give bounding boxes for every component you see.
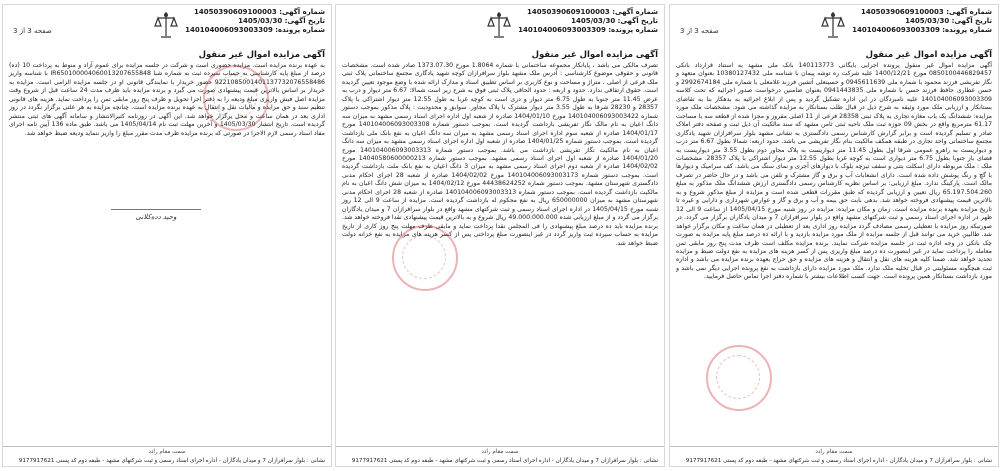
notice-footer	[670, 446, 998, 466]
notice-number: شماره آگهی: 14050390609100003	[193, 8, 325, 16]
notice-paragraph: مبلغ ارزیابی: بر اساس نظریه کارشناس رسمی دادگستری ارزش ششدانگ ملک مذکور به مبلغ 65.197.504.260 ریال تعیین و ارزیابی گردیده که طبق مقررات قطعی شده است و مزایده از مبلغ مذکور شروع و به بالاترین قیمت پیشنهادی فروخته خواهد شد. بدهی بابت حق بیمه و آب و برق و گاز و عوارض شهرداری و دارایی و غیره تا تاریخ مزایده بعهده برنده مزایده است.	[676, 180, 992, 213]
official-stamp-icon	[392, 225, 458, 291]
notice-footer	[3, 446, 331, 466]
notice-meta	[185, 8, 325, 35]
signature: وحید دده‌کلانی	[135, 213, 177, 221]
notice-paragraph: مزایده از ساعت 9 الی 12 روز شنبه مورخ 1405/04/15 در اداره اجرای اسناد رسمی و ثبت شرکتهای مشهد واقع در بلوار سرافرازان 7 و میدان یادگاران برگزار می گردد و از مبلغ ارزیابی شده 49.000.000.000 ریال شروع و به بالاترین قیمت پیشنهادی نقدا فروخته خواهد شد.	[342, 197, 658, 222]
notice-sheet-right	[669, 4, 999, 467]
notice-title: آگهی مزایده اموال غیر منقول	[865, 50, 992, 60]
notice-header	[336, 5, 664, 49]
judiciary-emblem-icon	[486, 10, 512, 40]
notice-paragraph: طالبین خرید می توانند قبل از جلسه مزایده از ملک مورد مزایده بازدید و با ارائه ده درصد مبلغ پایه مزایده به صورت چک بانکی در وجه اداره ثبت در جلسه مزایده شرکت نمایند. برنده مزایده مکلف است ظرف مدت پنج روز مابقی ثمن معامله را پرداخت نماید در غیر اینصورت ده درصد مبلغ واریزی پس از کسر هزینه های مزایده به نفع دولت ضبط و مزایده تجدید خواهد شد.	[676, 231, 992, 264]
case-number: شماره پرونده: 140104006093003309	[518, 26, 658, 34]
notice-paragraph: حدود و اربعه : حدود الحاقی پلاک ثبتی فوق به شرح زیر است شمالا: 6.67 متر دیوار و درب به عرض 11.45 متر جنوبا به طول 6.75 متر دیوار و دری است به کوچه غربا به طول 12.55 متر دیوار اشتراکی با پلاک 28357 و 28230 شرقا به طول 3.55 متر دیوار مشترک با پلاک مجاور.	[342, 87, 659, 112]
footer-signatory: سمت مقام رادد	[815, 449, 853, 455]
notice-paragraph: تصرف مالکی می باشد ، پایانکار مجموعه ساختمانی با شماره 1.8064 مورخ 1373.07.30 صادر شده است.	[367, 62, 658, 69]
notice-meta	[518, 8, 658, 35]
notice-paragraph: بانک ملی مشهد به استناد قرارداد بانکی 0850100446829457 مورخ 1400/12/21 علیه شرکت ره توشه پیمان با شناسه ملی 10380127432 بعنوان متعهد و نگار تفریشی فرزند محمود با شماره ملی 0945611639 و حسینعلی آتشین فرزند غلامعلی با شماره ملی 2992674184 و حسن عطاری حافظ فرزند حسن با شماره ملی 0941443835 بعنوان ضامنین درخواست صدور اجرائیه که تحت کلاسه 140104006093003309 علیه نامبردگان در این اداره تشکیل گردید و پس از ابلاغ اجرائیه به بدهکار بنا به تقاضای بستانکار و ارزیابی ملک مورد وثیقه به شرح ذیل در قبال طلب بستانکار به مزایده گذاشته می شود.	[676, 62, 992, 112]
notice-paragraph: آگهی مزایده اموال غیر منقول پرونده اجرایی بایگانی 140113773	[793, 62, 993, 69]
notice-title: آگهی مزایده اموال غیر منقول	[531, 50, 658, 60]
judiciary-emblem-icon	[153, 10, 179, 40]
page-number: صفحه 3 از 3	[680, 27, 719, 35]
footer-signatory: سمت مقام رادد	[481, 449, 519, 455]
notice-sheet-middle	[335, 4, 665, 467]
notice-body	[336, 61, 664, 432]
footer-address: نشانی : بلوار سرافرازان 7 و میدان یادگاران - اداره اجرای اسناد رسمی و ثبت شرکتهای مشهد - طبقه دوم کد پستی 9177917621	[351, 458, 658, 464]
footer-signatory: سمت مقام رادد	[148, 449, 186, 455]
footer-address: نشانی : بلوار سرافرازان 7 و میدان یادگاران - اداره اجرای اسناد رسمی و ثبت شرکتهای مشهد - طبقه دوم کد پستی 9177917621	[685, 458, 992, 464]
notice-date: تاریخ آگهی: 1405/03/30	[905, 17, 992, 25]
case-number: شماره پرونده: 140104006093003309	[185, 26, 325, 34]
notice-number: شماره آگهی: 14050390609100003	[526, 8, 658, 16]
footer-address: نشانی : بلوار سرافرازان 7 و میدان یادگاران - اداره اجرای اسناد رسمی و ثبت شرکتهای مشهد - طبقه دوم کد پستی 9177917621	[18, 458, 325, 464]
notice-meta	[852, 8, 992, 35]
notice-footer	[336, 446, 664, 466]
notice-paragraph: ضمنا کلیه هزینه های نقل و انتقال و هزینه های مزایده و حق حراج بعهده برنده مزایده می باشد و اداره ثبت هیچگونه مسئولیتی در قبال تخلیه ملک ندارد. ملک مورد مزایده دارای بازداشت به نفع پرونده اجرایی دیگر نمی باشد و مورد بازداشت بستانکار همین پرونده است. جهت کسب اطلاعات بیشتر با شماره دفتر اجرا تماس حاصل فرمایید.	[676, 256, 992, 281]
notice-paragraph: بموجب دستور شماره 14040580600000213 مورخ 1404/02/02 صادره از شعبه دوم اجرای اسناد رسمی مشهد به میزان 3 دانگ اعیان به نفع بانک ملت بازداشت گردیده است. بموجب دستور شماره 140104006093003173 مورخ 1404/02/02 صادره از شعبه 28 اجرای احکام مدنی دادگستری شهرستان مشهد.	[342, 154, 658, 188]
page-number: صفحه 3 از 3	[13, 27, 52, 35]
notice-sheet-left	[2, 4, 332, 467]
notice-title: آگهی مزایده اموال غیر منقول	[198, 50, 325, 60]
official-stamp-icon	[706, 345, 772, 411]
case-number: شماره پرونده: 140104006093003309	[852, 26, 992, 34]
notice-date: تاریخ آگهی: 1405/03/30	[571, 17, 658, 25]
notice-paragraph: مشخصات ملک : ملک مربوطه دارای اسکلت بتنی و سقف تیرچه بلوک با دیوارهای آجری و نمای سنگ می باشد. کف سرامیک و دیوارها با گچ و رنگ پوشش داده شده است. دارای انشعابات آب و برق و گاز مشترک و تلفن می باشد و در حال حاضر در تصرف مالک است. پارکینگ ندارد.	[676, 154, 992, 188]
notice-paragraph: برنده مزایده باید ده درصد مبلغ پیشنهادی را فی المجلس نقدا پرداخت نماید و مابقی ظرف مهلت پنج روز کاری از تاریخ مزایده به حساب سپرده ثبت واریز گردد در غیر اینصورت مبلغ پرداختی پس از کسر هزینه های مزایده به نفع خزانه دولت ضبط خواهد شد.	[342, 222, 658, 247]
notice-paragraph: مشخصات قانونی و حقوقی موضوع کارشناسی : آدرس ملک مشهد بلوار سرافرازان کوچه شهید یادگاری مجتمع ساختمانی پلاک ثبتی ملک فرعی از اصلی ، متراژ و مساحت و نوع کاربری بر اساس تطبیق اسناد و مدارک ارائه شده با وضع موجود تعیین گردیده است. حقوق ارتفاقی ندارد.	[342, 62, 658, 95]
notice-paragraph: بموجب دستور شماره 1404/01/25 صادره از شعبه اول اداره اجرای اسناد رسمی مشهد به میزان سه دانگ اعیان به نام مالکیت نگار تفریشی بازداشت می باشد. بموجب دستور شماره 140104006093003313 مورخ 1404/01/20 صادره از شعبه اول اجرای اسناد رسمی مشهد.	[342, 138, 659, 162]
notice-paragraph: زمان و مکان مزایده: مزایده در روز شنبه مورخ 1405/04/15 از ساعت 9 الی 12 ظهر در اداره اجرای اسناد رسمی و ثبت شرکتهای مشهد واقع در بلوار سرافرازان 7 و میدان یادگاران برگزار می گردد. در صورتیکه روز مزایده با تعطیلی رسمی مصادف گردد مزایده روز اداری بعد از تعطیلی در همان ساعت و مکان برگزار خواهد شد.	[676, 205, 992, 239]
notice-paragraph: به عهده برنده مزایده است. مزایده حضوری است و شرکت در جلسه مزایده برای عموم آزاد و منوط به پرداخت 10 (ده) درصد از مبلغ پایه کارشناسی به حساب سپرده ثبت به شماره شبا IR650100004060013207655848 با شناسه واریز 9221085001401137732076558486 حضور خریدار با نمایندگی قانونی او در جلسه مزایده الزامی است. مزایده به خریدار بر اساس بالاترین قیمت پیشنهادی صورت می گیرد و برنده مزایده باید ظرف مدت 24 ساعت قبل از شروع وقت مزایده اصل فیش واریزی مبلغ ودیعه را به دفتر اجرا تحویل و ظرف پنج روز مابقی ثمن را پرداخت نماید. هزینه های قانونی تنظیم سند و حق مزایده و مالیات نقل و انتقال به عهده برنده مزایده است. چنانچه مزایده به هر علتی برگزار نگردد در روز اداری بعد در همان ساعت و محل برگزار خواهد شد. این آگهی در روزنامه کثیرالانتشار و سامانه آگهی های ثبتی منتشر گردیده است. تاریخ انتشار 1405/03/30 و آخرین مهلت ثبت نام 1405/04/14 می باشد. طبق ماده 136 آیین نامه اجرای مفاد اسناد رسمی لازم الاجرا در صورتی که برنده مزایده ظرف مدت مقرر مبلغ را واریز ننماید ودیعه ضبط خواهد شد.	[9, 62, 325, 137]
notice-number: شماره آگهی: 14050390609100003	[860, 8, 992, 16]
official-stamp-icon	[203, 65, 269, 131]
notice-header	[3, 5, 331, 49]
judiciary-emblem-icon	[820, 10, 846, 40]
signature-line	[111, 209, 201, 210]
notice-paragraph: سوابق و محدودیت : پلاک مذکور بموجب دستور شماره 140104006093003422 مورخ 1404/01/10 صادره از شعبه اول اداره اجرای اسناد رسمی مشهد به میزان سه دانگ اعیان به نام مالک نگار تفریشی بازداشت گردیده است.	[342, 104, 658, 129]
notice-paragraph: حدود اربعه: شمالا بطول 6.67 متر درب و دیواریست به راهرو عمومی شرقا اول بطول 11.45 متر دیواریست به پلاک مجاور دوم بطول 3.55 متر دیواریست به فضای باز جنوبا بطول 6.75 متر دیواری است به کوچه غربا بطول 12.55 متر دیوار اشتراکی با پلاک 28357.	[676, 138, 993, 162]
notice-date: تاریخ آگهی: 1405/03/30	[238, 17, 325, 25]
notice-paragraph: بموجب دستور شماره 44438624252 مورخ 1404/02/12 به میزان شش دانگ اعیان به نام مالکیت بازداشت گردیده است. بموجب دستور شماره 140104006093003313 صادره از شعبه 28 اجرای احکام مدنی شهرستان مشهد به میزان 650000000 ریال به نفع محکوم له بازداشت گردیده است.	[342, 180, 658, 205]
notice-paragraph: مشخصات ملک مورد مزایده: ششدانگ یک باب مغازه تجاری به پلاک ثبتی 28358 فرعی از 11 اصلی مفروز و مجزا شده از قطعه سه با مساحت 61.17 مترمربع واقع در بخش 09 حوزه ثبت ملک ناحیه ثبتی ثامن مشهد که سند مالکیت آن ذیل ثبت و صفحه دفتر املاک صادر و تسلیم گردیده است و برابر گزارش کارشناس رسمی دادگستری به نشانی مشهد بلوار سرافرازان شهید یادگاری مجتمع ساختمانی واحد تجاری در طبقه همکف مالکیت بنام نگار تفریشی می باشد.	[676, 104, 993, 146]
notice-paragraph: بموجب دستور شماره 140104006093003308 مورخ 1404/01/17 صادره از شعبه سوم اداره اجرای اسناد رسمی مشهد به میزان سه دانگ اعیان به نفع بانک ملی بازداشت گردیده است.	[342, 121, 658, 146]
notice-header	[670, 5, 998, 49]
notice-body	[3, 61, 331, 162]
